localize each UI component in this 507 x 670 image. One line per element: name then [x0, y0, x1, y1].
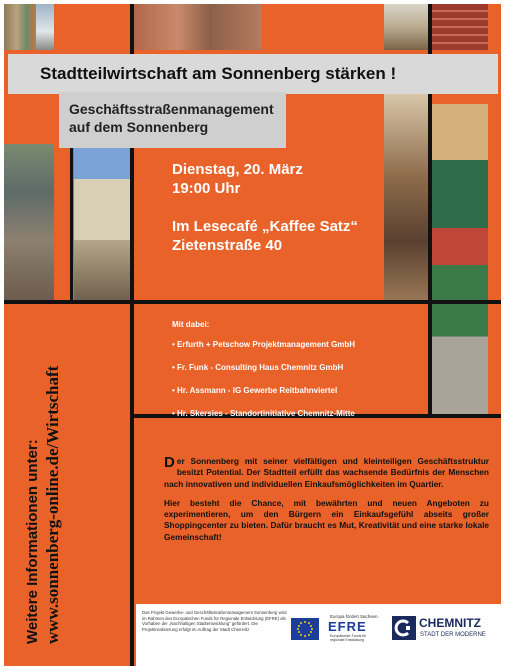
event-time: 19:00 Uhr [172, 180, 241, 197]
website-link[interactable]: www.sonnenberg-online.de/Wirtschaft [43, 365, 62, 644]
subtitle-box [59, 92, 286, 148]
more-info-sidebar [24, 366, 63, 644]
participant-item: • Erfurth + Petschow Projektmanagement GmbH [172, 340, 356, 349]
description-paragraph-1-text: er Sonnenberg mit seiner vielfältigen und kleinteiligen Geschäftsstruktur besitzt Potential. Der Stadtteil erfüllt das wachsende Bedürfnis der Menschen nach innovativen und individuellen Einkaufsmöglichkeiten im Quartier. [164, 456, 489, 489]
drop-cap: D [164, 454, 175, 471]
description-paragraph-1 [164, 456, 489, 490]
page-title: Stadtteilwirtschaft am Sonnenberg stärken ! [40, 64, 397, 83]
participant-item: • Hr. Assmann - IG Gewerbe Reitbahnviertel [172, 386, 338, 395]
event-venue: Im Lesecafé „Kaffee Satz“ [172, 218, 358, 235]
efre-fund-name: Europäischer Fonds für regionale Entwicklung [330, 634, 367, 642]
city-tagline: STADT DER MODERNE [420, 632, 486, 638]
photo-top-shelves [384, 4, 430, 50]
efre-logo [322, 614, 394, 652]
photo-top-left-window [36, 4, 54, 50]
poster [4, 4, 501, 666]
city-name: CHEMNITZ [419, 616, 481, 630]
participants-heading: Mit dabei: [172, 320, 210, 329]
eu-flag-icon [291, 618, 319, 640]
photo-top-left-facade [4, 4, 36, 50]
event-date: Dienstag, 20. März [172, 161, 303, 178]
efre-tagline: Europa fördert Sachsen. [330, 614, 379, 619]
participant-item: • Fr. Funk - Consulting Haus Chemnitz GmbH [172, 363, 344, 372]
participant-item: • Hr. Skersies - Standortinitiative Chemnitz-Mitte [172, 409, 355, 418]
photo-tower-building [74, 144, 130, 304]
photo-mural-plant [432, 104, 488, 414]
photo-top-brick [432, 4, 488, 50]
divider-vertical-left-thin [70, 144, 73, 304]
footer-logos [136, 604, 501, 666]
more-info-label: Weitere Informationen unter: [24, 439, 41, 644]
chemnitz-logo-icon [392, 616, 416, 640]
photo-left-colorwall [4, 144, 54, 304]
efre-label: EFRE [328, 619, 367, 634]
participants-list [172, 333, 355, 425]
photo-cafe-interior [384, 94, 430, 304]
subtitle-line-1: Geschäftsstraßenmanagement [69, 101, 274, 117]
photo-top-building [132, 4, 262, 50]
event-details [172, 160, 358, 255]
funding-notice: Das Projekt Gewerbe- und Geschäftsstraßenmanagement Sonnenberg wird im Rahmen des Europäischen Fonds für Regionale Entwicklung (EFRE) als Vorhaben der „Nachhaltigen Stadtentwicklung“ gefördert. Die Projektrealisierung erfolgt im Auftrag der Stadt Chemnitz [142, 610, 287, 632]
title-bar [8, 54, 498, 94]
subtitle-line-2: auf dem Sonnenberg [69, 119, 209, 135]
participants [172, 320, 355, 425]
event-address: Zietenstraße 40 [172, 237, 283, 254]
divider-horizontal-middle [4, 300, 501, 304]
description-paragraph-2: Hier besteht die Chance, mit bewährten und neuen Angeboten zu experimentieren, um den Bürgern ein Einkaufsgefühl abseits großer Shoppingcenter zu bieten. Dafür braucht es Mut, Kreativität und eine starke lokale Gemeinschaft! [164, 497, 489, 542]
description [164, 456, 489, 551]
